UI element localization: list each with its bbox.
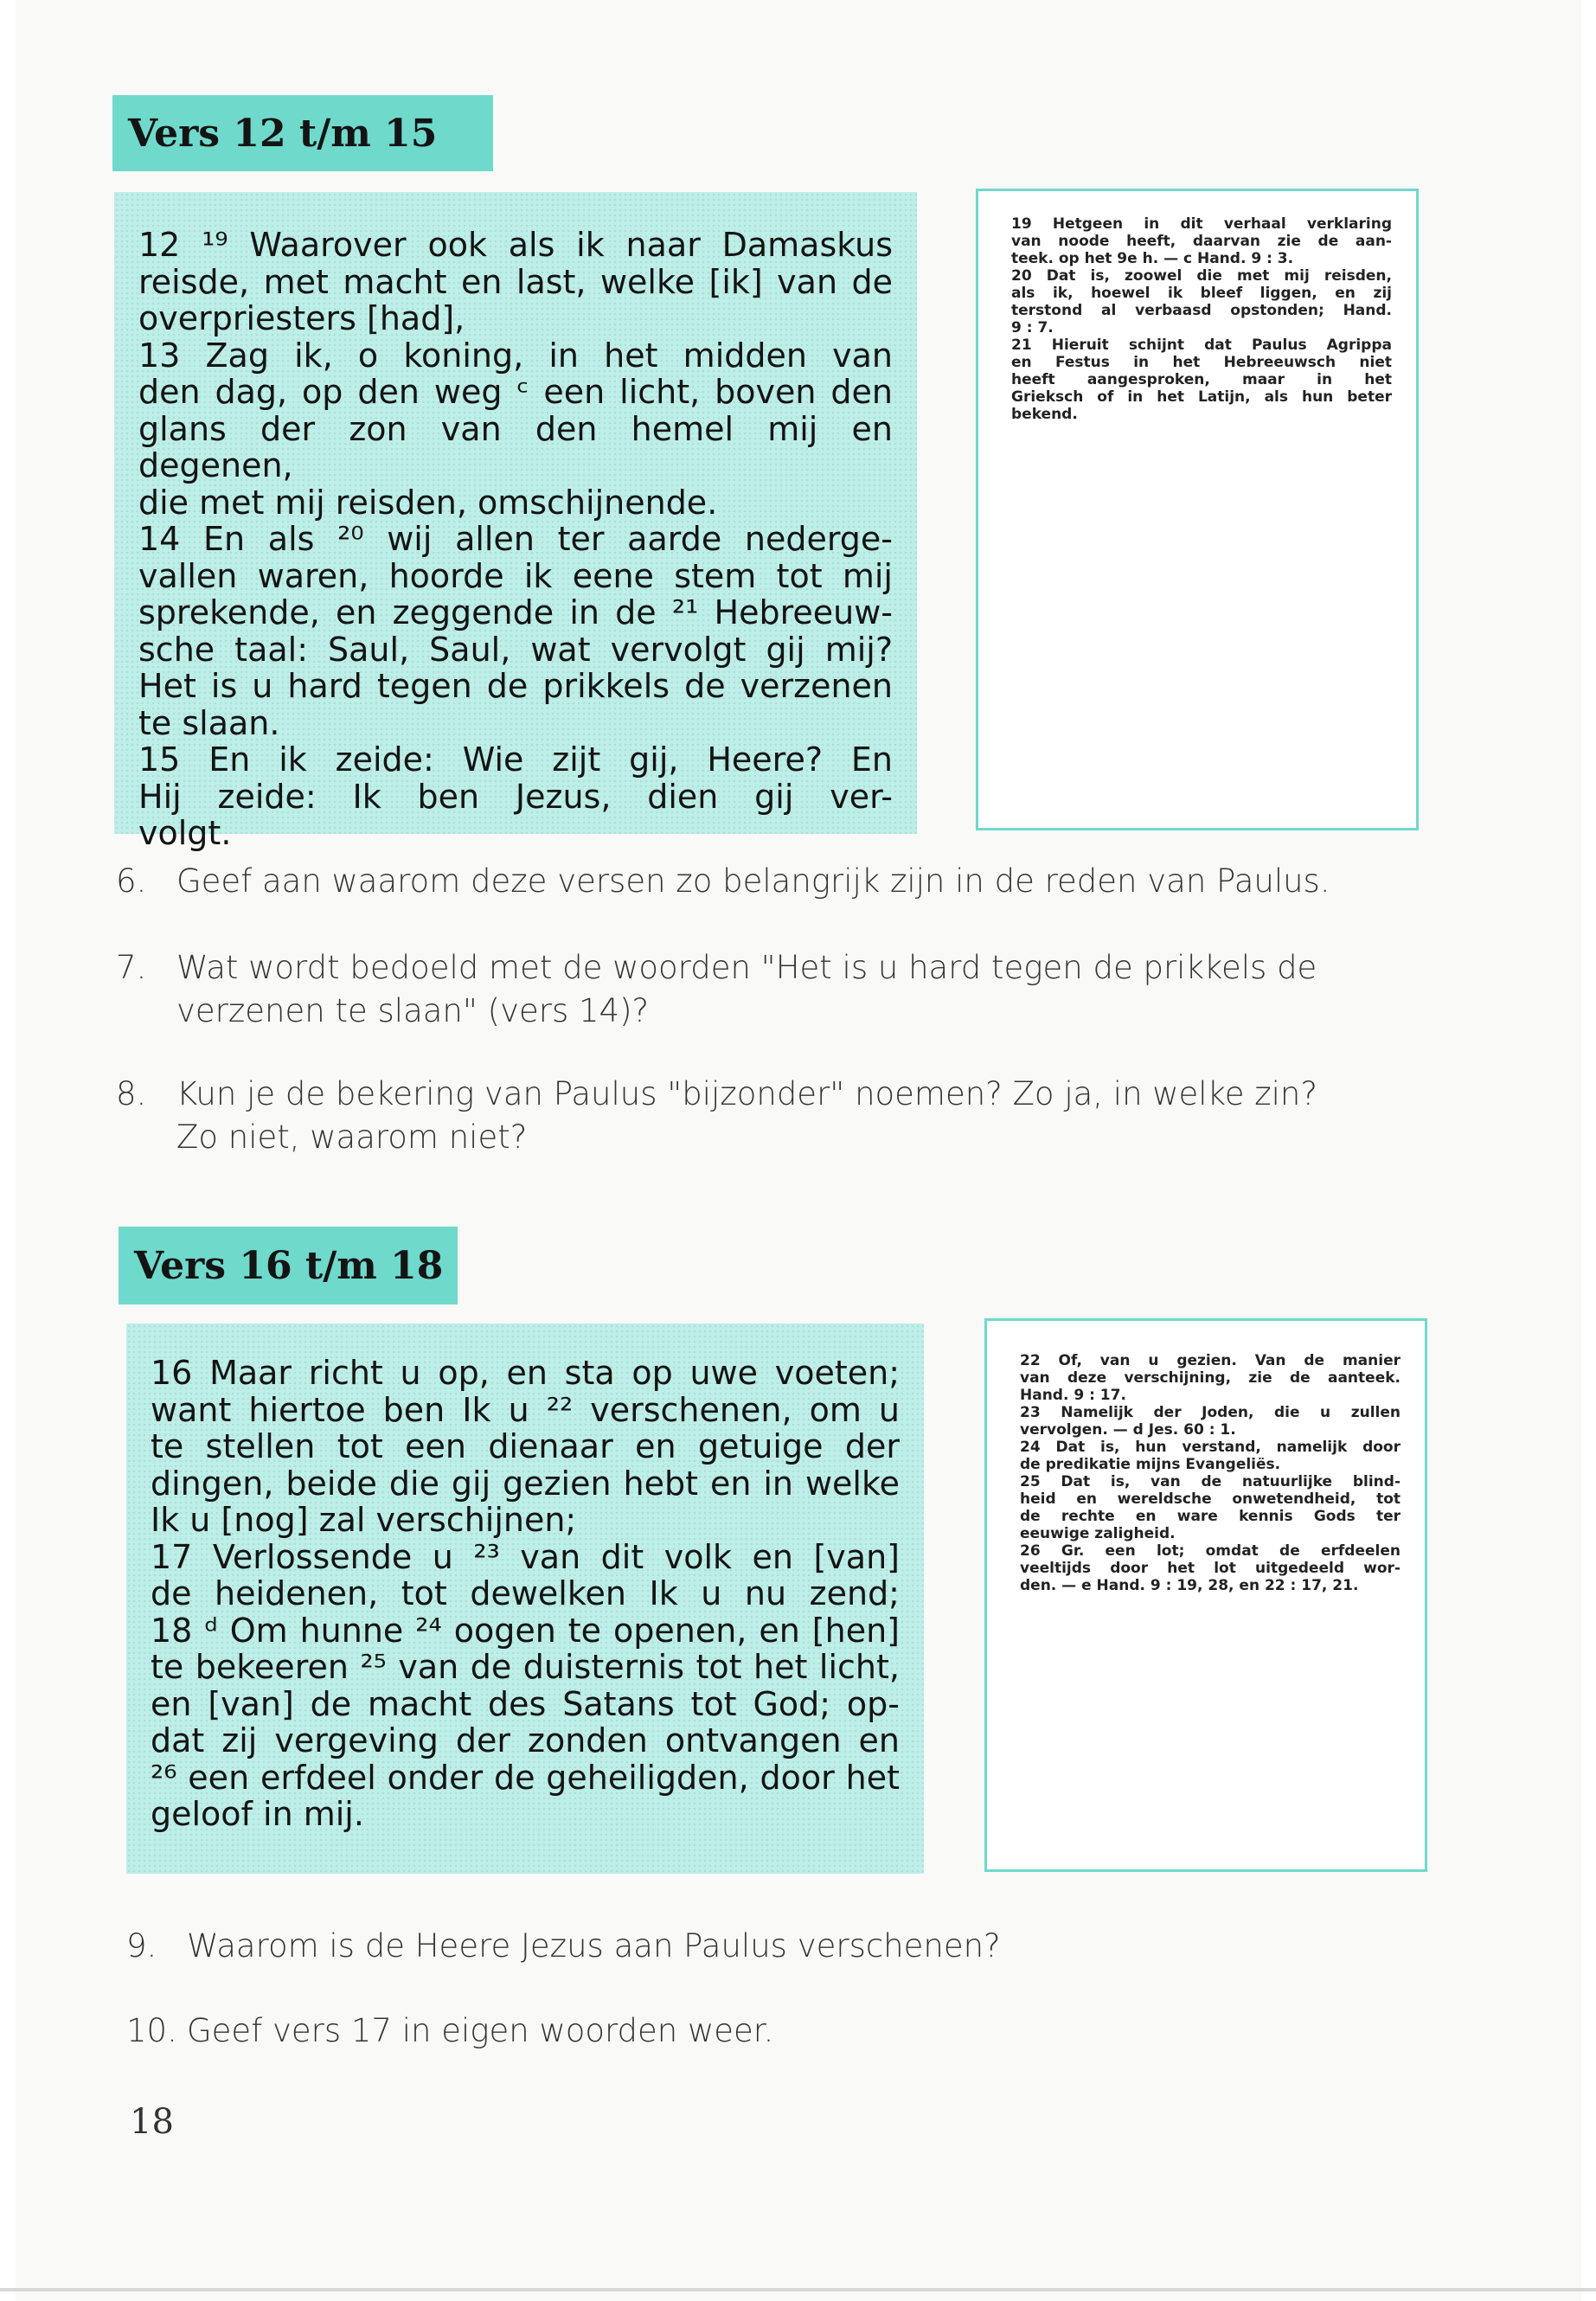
note-line-1: van noode heeft, daarvan zie de aan-: [1011, 233, 1392, 250]
verse-line-9: en [van] de macht des Satans tot God; op-: [151, 1684, 900, 1723]
verse-box-1: [114, 192, 917, 852]
note-line-2: teek. op het 9e h. — c Hand. 9 : 3.: [1011, 250, 1294, 267]
note-line-5: terstond al verbaasd opstonden; Hand.: [1011, 302, 1392, 319]
verse-line-2: overpriesters [had],: [138, 299, 465, 337]
section-heading-2-text: Vers 16 t/m 18: [134, 1243, 444, 1288]
verse-line-9: sprekende, en zeggende in de ²¹ Hebreeuw-: [138, 593, 893, 631]
note-line-10: Grieksch of in het Latijn, als hun beter: [1011, 388, 1392, 406]
verse-line-10: dat zij vergeving der zonden ontvangen en: [151, 1721, 900, 1759]
verse-line-5: glans der zon van den hemel mij en degenen,: [138, 409, 893, 484]
question-6: [116, 860, 1330, 903]
question-number: 10.: [126, 2012, 177, 2049]
note-line-4: als ik, hoewel ik bleef liggen, en zij: [1011, 285, 1392, 302]
note-line-6: 9 : 7.: [1011, 319, 1054, 336]
question-number: 6.: [116, 862, 147, 900]
question-line: [126, 1925, 1001, 1968]
section-heading-2: [119, 1227, 458, 1304]
verse-text-1: [138, 227, 893, 852]
note-line-11: bekend.: [1011, 406, 1078, 423]
section-heading-1-text: Vers 12 t/m 15: [128, 111, 438, 156]
verse-line-0: 16 Maar richt u op, en sta op uwe voeten;: [151, 1354, 900, 1392]
note-line-8: en Festus in het Hebreeuwsch niet: [1011, 354, 1392, 371]
note-line-11: 26 Gr. een lot; omdat de erfdeelen: [1020, 1542, 1401, 1560]
question-text: Wat wordt bedoeld met de woorden "Het is u hard tegen de prikkels de: [176, 949, 1317, 986]
verse-line-4: Ik u [nog] zal verschijnen;: [151, 1501, 577, 1539]
question-line: [116, 946, 1317, 990]
note-line-12: veeltijds door het lot uitgedeeld wor-: [1020, 1560, 1401, 1577]
footnote-text-1: [1011, 215, 1392, 423]
note-line-0: 22 Of, van u gezien. Van de manier: [1020, 1352, 1401, 1369]
note-line-13: den. — e Hand. 9 : 19, 28, en 22 : 17, 21.: [1020, 1577, 1359, 1594]
verse-line-0: 12 ¹⁹ Waarover ook als ik naar Damaskus: [138, 226, 893, 264]
question-8: [116, 1073, 1317, 1159]
question-9: [126, 1925, 1001, 1968]
note-line-10: eeuwige zaligheid.: [1020, 1525, 1176, 1542]
note-line-9: de rechte en ware kennis Gods ter: [1020, 1508, 1401, 1525]
question-line: [116, 860, 1330, 903]
footnote-box-2: [984, 1318, 1427, 1872]
note-line-2: Hand. 9 : 17.: [1020, 1387, 1126, 1404]
verse-line-12: geloof in mij.: [151, 1795, 364, 1833]
footnote-box-1: [976, 189, 1419, 830]
verse-line-2: te stellen tot een dienaar en getuige der: [151, 1427, 900, 1465]
question-number: 8.: [116, 1075, 147, 1112]
verse-line-11: Het is u hard tegen de prikkels de verzenen: [138, 667, 893, 705]
question-10: [126, 2009, 773, 2053]
note-line-8: heid en wereldsche onwetendheid, tot: [1020, 1490, 1401, 1508]
verse-line-11: ²⁶ een erfdeel onder de geheiligden, door het: [151, 1758, 900, 1797]
question-text: Geef vers 17 in eigen woorden weer.: [187, 2012, 774, 2049]
section-heading-1: [112, 95, 493, 171]
note-line-7: 25 Dat is, van de natuurlijke blind-: [1020, 1473, 1401, 1490]
note-line-6: de predikatie mijns Evangeliës.: [1020, 1456, 1281, 1473]
question-number: 7.: [116, 949, 147, 986]
verse-line-7: 18 ᵈ Om hunne ²⁴ oogen te openen, en [hen]: [151, 1611, 900, 1650]
verse-text-2: [151, 1355, 900, 1833]
question-text: Geef aan waarom deze versen zo belangrijk zijn in de reden van Paulus.: [176, 862, 1330, 900]
question-text: verzenen te slaan" (vers 14)?: [176, 992, 650, 1029]
verse-line-13: 15 En ik zeide: Wie zijt gij, Heere? En: [138, 740, 893, 779]
verse-line-10: sche taal: Saul, Saul, wat vervolgt gij mij?: [138, 630, 893, 669]
note-line-9: heeft aangesproken, maar in het: [1011, 371, 1392, 388]
verse-line-12: te slaan.: [138, 703, 280, 742]
verse-line-6: de heidenen, tot dewelken Ik u nu zend;: [151, 1574, 900, 1612]
question-text: Kun je de bekering van Paulus "bijzonder" noemen? Zo ja, in welke zin?: [176, 1075, 1318, 1112]
verse-line-8: vallen waren, hoorde ik eene stem tot mij: [138, 556, 893, 595]
question-number: 9.: [126, 1927, 157, 1965]
note-line-5: 24 Dat is, hun verstand, namelijk door: [1020, 1439, 1401, 1456]
note-line-3: 20 Dat is, zoowel die met mij reisden,: [1011, 267, 1392, 285]
page-number: 18: [130, 2102, 174, 2142]
question-line: [116, 1073, 1317, 1116]
verse-line-3: dingen, beide die gij gezien hebt en in welke: [151, 1464, 900, 1503]
verse-line-5: 17 Verlossende u ²³ van dit volk en [van]: [151, 1537, 900, 1576]
question-text: Waarom is de Heere Jezus aan Paulus verschenen?: [187, 1927, 1001, 1965]
question-text: Zo niet, waarom niet?: [176, 1118, 528, 1156]
verse-line-6: die met mij reisden, omschijnende.: [138, 483, 718, 522]
verse-line-15: volgt.: [138, 814, 232, 852]
note-line-4: vervolgen. — d Jes. 60 : 1.: [1020, 1421, 1236, 1439]
question-7: [116, 946, 1317, 1033]
question-line: [116, 1116, 1317, 1159]
verse-line-7: 14 En als ²⁰ wij allen ter aarde nederge-: [138, 520, 893, 558]
note-line-7: 21 Hieruit schijnt dat Paulus Agrippa: [1011, 336, 1392, 354]
note-line-1: van deze verschijning, zie de aanteek.: [1020, 1369, 1401, 1387]
verse-line-1: reisde, met macht en last, welke [ik] van de: [138, 262, 893, 301]
verse-line-8: te bekeeren ²⁵ van de duisternis tot het licht,: [151, 1648, 900, 1686]
verse-line-14: Hij zeide: Ik ben Jezus, dien gij ver-: [138, 777, 893, 816]
question-line: [116, 990, 1317, 1033]
page-edge: [0, 2288, 1596, 2291]
question-line: [126, 2009, 773, 2053]
verse-line-1: want hiertoe ben Ik u ²² verschenen, om u: [151, 1390, 900, 1429]
note-line-3: 23 Namelijk der Joden, die u zullen: [1020, 1404, 1401, 1421]
verse-line-4: den dag, op den weg ᶜ een licht, boven den: [138, 373, 893, 411]
verse-line-3: 13 Zag ik, o koning, in het midden van: [138, 336, 893, 375]
verse-box-2: [126, 1324, 924, 1874]
note-line-0: 19 Hetgeen in dit verhaal verklaring: [1011, 215, 1392, 233]
footnote-text-2: [1020, 1352, 1401, 1594]
